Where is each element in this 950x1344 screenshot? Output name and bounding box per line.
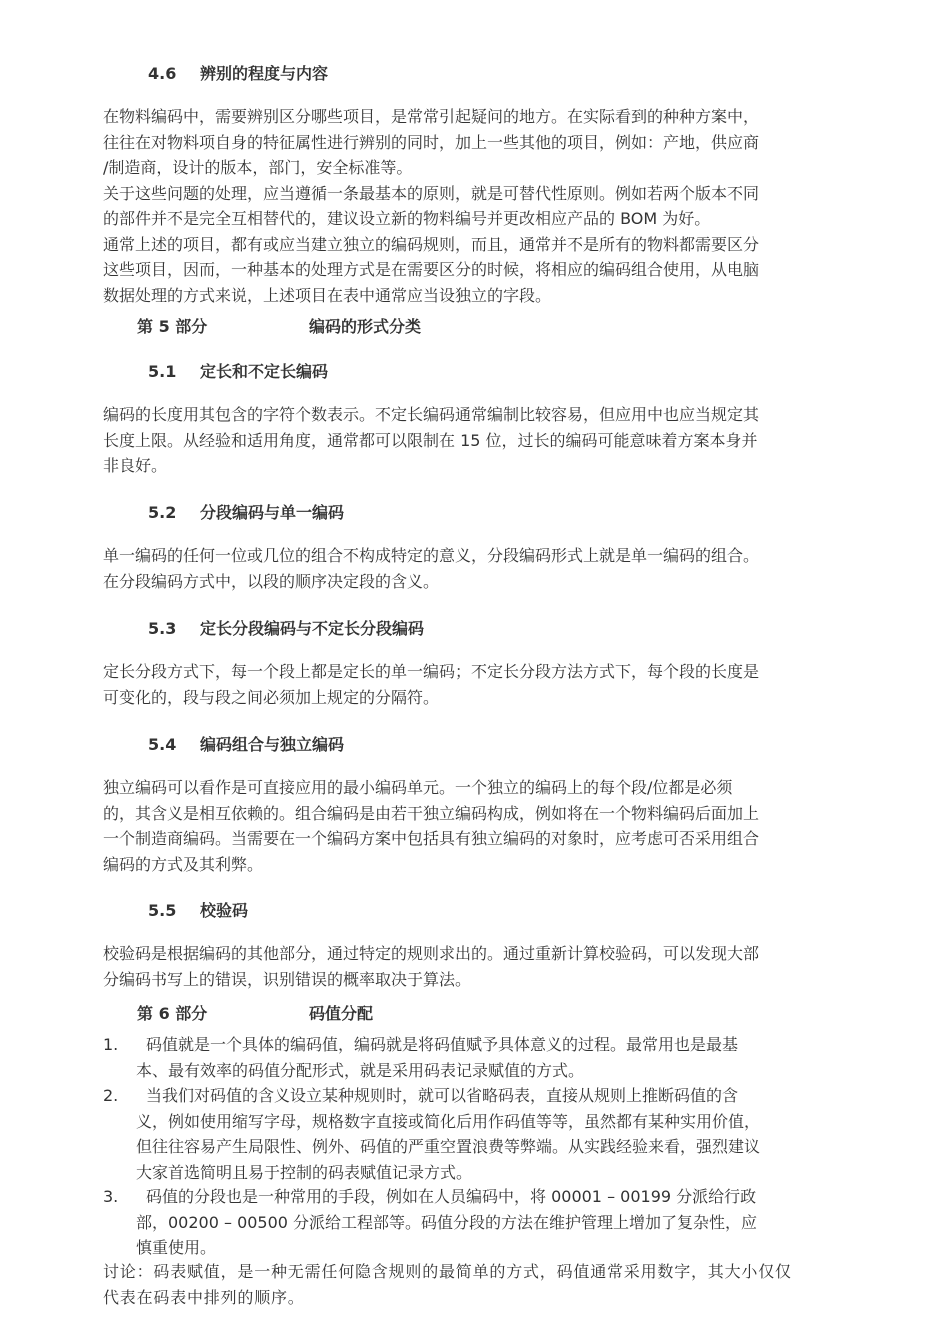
paragraph bbox=[103, 941, 893, 992]
section-heading-5-2 bbox=[148, 500, 344, 523]
section-title: 辨别的程度与内容 bbox=[200, 64, 329, 83]
section-heading-5-1 bbox=[148, 359, 328, 382]
paragraph bbox=[103, 104, 893, 308]
text-line: 在分段编码方式中，以段的顺序决定段的含义。 bbox=[103, 571, 440, 591]
text-line: 长度上限。从经验和适用角度，通常都可以限制在 15 位，过长的编码可能意味着方案本身并 bbox=[103, 430, 758, 450]
text-line: 大家首选简明且易于控制的码表赋值记录方式。 bbox=[136, 1162, 473, 1182]
text-line: 往往在对物料项自身的特征属性进行辨别的同时，加上一些其他的项目，例如：产地，供应商 bbox=[103, 132, 760, 152]
section-number: 4.6 bbox=[148, 64, 177, 83]
section-heading-5-3 bbox=[148, 616, 424, 639]
text-line: 的，其含义是相互依赖的。组合编码是由若干独立编码构成，例如将在一个物料编码后面加上 bbox=[103, 803, 760, 823]
text-line: 编码的方式及其利弊。 bbox=[103, 854, 264, 874]
text-line: 通常上述的项目，都有或应当建立独立的编码规则，而且，通常并不是所有的物料都需要区分 bbox=[103, 234, 760, 254]
text-line: 校验码是根据编码的其他部分，通过特定的规则求出的。通过重新计算校验码，可以发现大部 bbox=[103, 944, 760, 963]
text-line: 代表在码表中排列的顺序。 bbox=[103, 1287, 305, 1307]
part-label: 第 6 部分 bbox=[137, 1004, 208, 1023]
section-heading-4-6 bbox=[148, 61, 328, 84]
text-line: 非良好。 bbox=[103, 456, 168, 475]
list-number: 1. bbox=[103, 1035, 119, 1054]
text-line: 关于这些问题的处理，应当遵循一条最基本的原则，就是可替代性原则。例如若两个版本不同 bbox=[103, 183, 760, 203]
text-line: 的部件并不是完全互相替代的，建议设立新的物料编号并更改相应产品的 BOM 为好。 bbox=[103, 209, 711, 228]
part-heading-5 bbox=[137, 314, 421, 337]
text-line: 这些项目，因而，一种基本的处理方式是在需要区分的时候，将相应的编码组合使用，从电脑 bbox=[103, 260, 760, 279]
section-number: 5.1 bbox=[148, 362, 177, 381]
section-heading-5-4 bbox=[148, 732, 344, 755]
text-line: 编码的长度用其包含的字符个数表示。不定长编码通常编制比较容易，但应用中也应当规定其 bbox=[103, 405, 760, 424]
discussion-note bbox=[103, 1259, 903, 1310]
section-title: 校验码 bbox=[200, 901, 249, 920]
section-number: 5.5 bbox=[148, 901, 177, 920]
section-title: 编码组合与独立编码 bbox=[200, 735, 345, 754]
list-text bbox=[136, 1032, 896, 1083]
text-line: 码值就是一个具体的编码值，编码就是将码值赋予具体意义的过程。最常用也是最基 bbox=[146, 1035, 739, 1054]
text-line: 讨论：码表赋值，是一种无需任何隐含规则的最简单的方式，码值通常采用数字，其大小仅仅 bbox=[103, 1262, 792, 1281]
list-number: 3. bbox=[103, 1187, 119, 1206]
part-heading-6 bbox=[137, 1001, 373, 1024]
text-line: 一个制造商编码。当需要在一个编码方案中包括具有独立编码的对象时，应考虑可否采用组合 bbox=[103, 829, 760, 848]
paragraph bbox=[103, 659, 893, 710]
text-line: 义，例如使用缩写字母，规格数字直接或简化后用作码值等等，虽然都有某种实用价值， bbox=[136, 1111, 761, 1131]
text-line: 单一编码的任何一位或几位的组合不构成特定的意义，分段编码形式上就是单一编码的组合。 bbox=[103, 546, 760, 565]
part-title: 编码的形式分类 bbox=[309, 317, 422, 336]
list-text bbox=[136, 1184, 896, 1261]
section-number: 5.3 bbox=[148, 619, 177, 638]
list-text bbox=[136, 1083, 896, 1185]
section-title: 分段编码与单一编码 bbox=[200, 503, 345, 522]
text-line: 数据处理的方式来说，上述项目在表中通常应当设独立的字段。 bbox=[103, 285, 552, 305]
text-line: 码值的分段也是一种常用的手段，例如在人员编码中，将 00001 – 00199 分派给行政 bbox=[146, 1187, 757, 1206]
part-label: 第 5 部分 bbox=[137, 317, 208, 336]
text-line: 但往往容易产生局限性、例外、码值的严重空置浪费等弊端。从实践经验来看，强烈建议 bbox=[136, 1137, 761, 1156]
section-heading-5-5 bbox=[148, 898, 248, 921]
section-title: 定长分段编码与不定长分段编码 bbox=[200, 619, 425, 638]
text-line: 慎重使用。 bbox=[136, 1238, 217, 1257]
paragraph bbox=[103, 402, 893, 479]
list-number: 2. bbox=[103, 1086, 119, 1105]
text-line: 分编码书写上的错误，识别错误的概率取决于算法。 bbox=[103, 969, 472, 989]
part-title: 码值分配 bbox=[309, 1004, 374, 1023]
text-line: 当我们对码值的含义设立某种规则时，就可以省略码表，直接从规则上推断码值的含 bbox=[146, 1086, 739, 1105]
section-number: 5.2 bbox=[148, 503, 177, 522]
section-title: 定长和不定长编码 bbox=[200, 362, 329, 381]
paragraph bbox=[103, 775, 893, 877]
text-line: 在物料编码中，需要辨别区分哪些项目，是常常引起疑问的地方。在实际看到的种种方案中， bbox=[103, 107, 760, 126]
paragraph bbox=[103, 543, 893, 594]
text-line: 独立编码可以看作是可直接应用的最小编码单元。一个独立的编码上的每个段/位都是必须 bbox=[103, 778, 733, 797]
section-number: 5.4 bbox=[148, 735, 177, 754]
text-line: 部，00200 – 00500 分派给工程部等。码值分段的方法在维护管理上增加了复杂性，应 bbox=[136, 1212, 758, 1232]
text-line: 本、最有效率的码值分配形式，就是采用码表记录赋值的方式。 bbox=[136, 1060, 585, 1080]
text-line: /制造商，设计的版本，部门，安全标准等。 bbox=[103, 158, 413, 177]
text-line: 可变化的，段与段之间必须加上规定的分隔符。 bbox=[103, 687, 440, 707]
text-line: 定长分段方式下，每一个段上都是定长的单一编码；不定长分段方法方式下，每个段的长度是 bbox=[103, 662, 760, 681]
